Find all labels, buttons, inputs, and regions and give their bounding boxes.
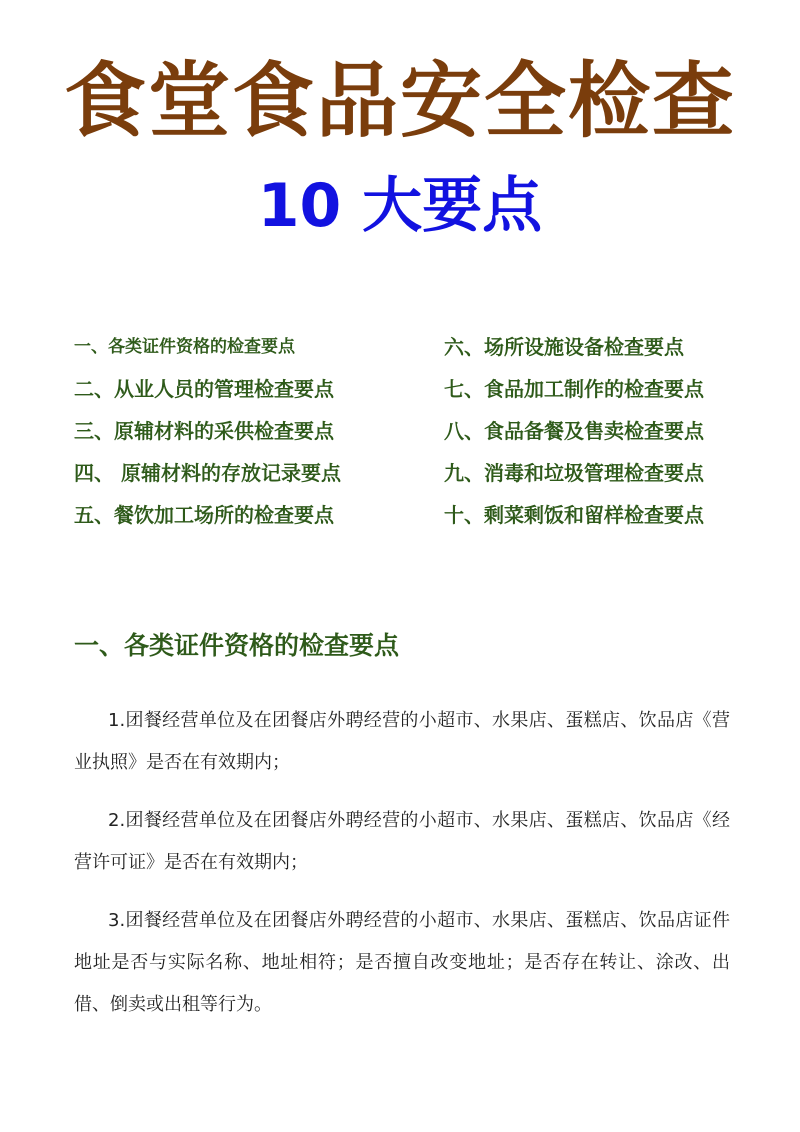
toc-column-left [74,326,341,536]
section-content [74,700,730,1042]
toc-item-3: 三、原辅材料的采供检查要点 [74,419,334,443]
toc-column-right [444,326,704,536]
paragraph-3: 3.团餐经营单位及在团餐店外聘经营的小超市、水果店、蛋糕店、饮品店证件地址是否与实际名称、地址相符；是否擅自改变地址；是否存在转让、涂改、出借、倒卖或出租等行为。 [74,910,730,1015]
toc-item-6: 六、场所设施设备检查要点 [444,335,684,359]
toc-item-4: 四、 原辅材料的存放记录要点 [74,461,341,485]
toc-item-8: 八、食品备餐及售卖检查要点 [444,419,704,443]
toc-item-2: 二、从业人员的管理检查要点 [74,377,334,401]
paragraph-2: 2.团餐经营单位及在团餐店外聘经营的小超市、水果店、蛋糕店、饮品店《经营许可证》是否在有效期内； [74,810,730,873]
paragraph-1: 1.团餐经营单位及在团餐店外聘经营的小超市、水果店、蛋糕店、饮品店《营业执照》是否在有效期内； [74,710,730,773]
section-heading: 一、各类证件资格的检查要点 [74,631,400,660]
page-title: 食堂食品安全检查 [63,54,736,149]
toc-item-7: 七、食品加工制作的检查要点 [444,377,704,401]
toc-item-10: 十、剩菜剩饭和留样检查要点 [444,503,704,527]
toc-item-1: 一、各类证件资格的检查要点 [74,337,295,357]
toc-item-5: 五、餐饮加工场所的检查要点 [74,503,334,527]
toc-item-9: 九、消毒和垃圾管理检查要点 [444,461,704,485]
table-of-contents [74,326,754,536]
page-subtitle: 10 大要点 [257,171,543,241]
